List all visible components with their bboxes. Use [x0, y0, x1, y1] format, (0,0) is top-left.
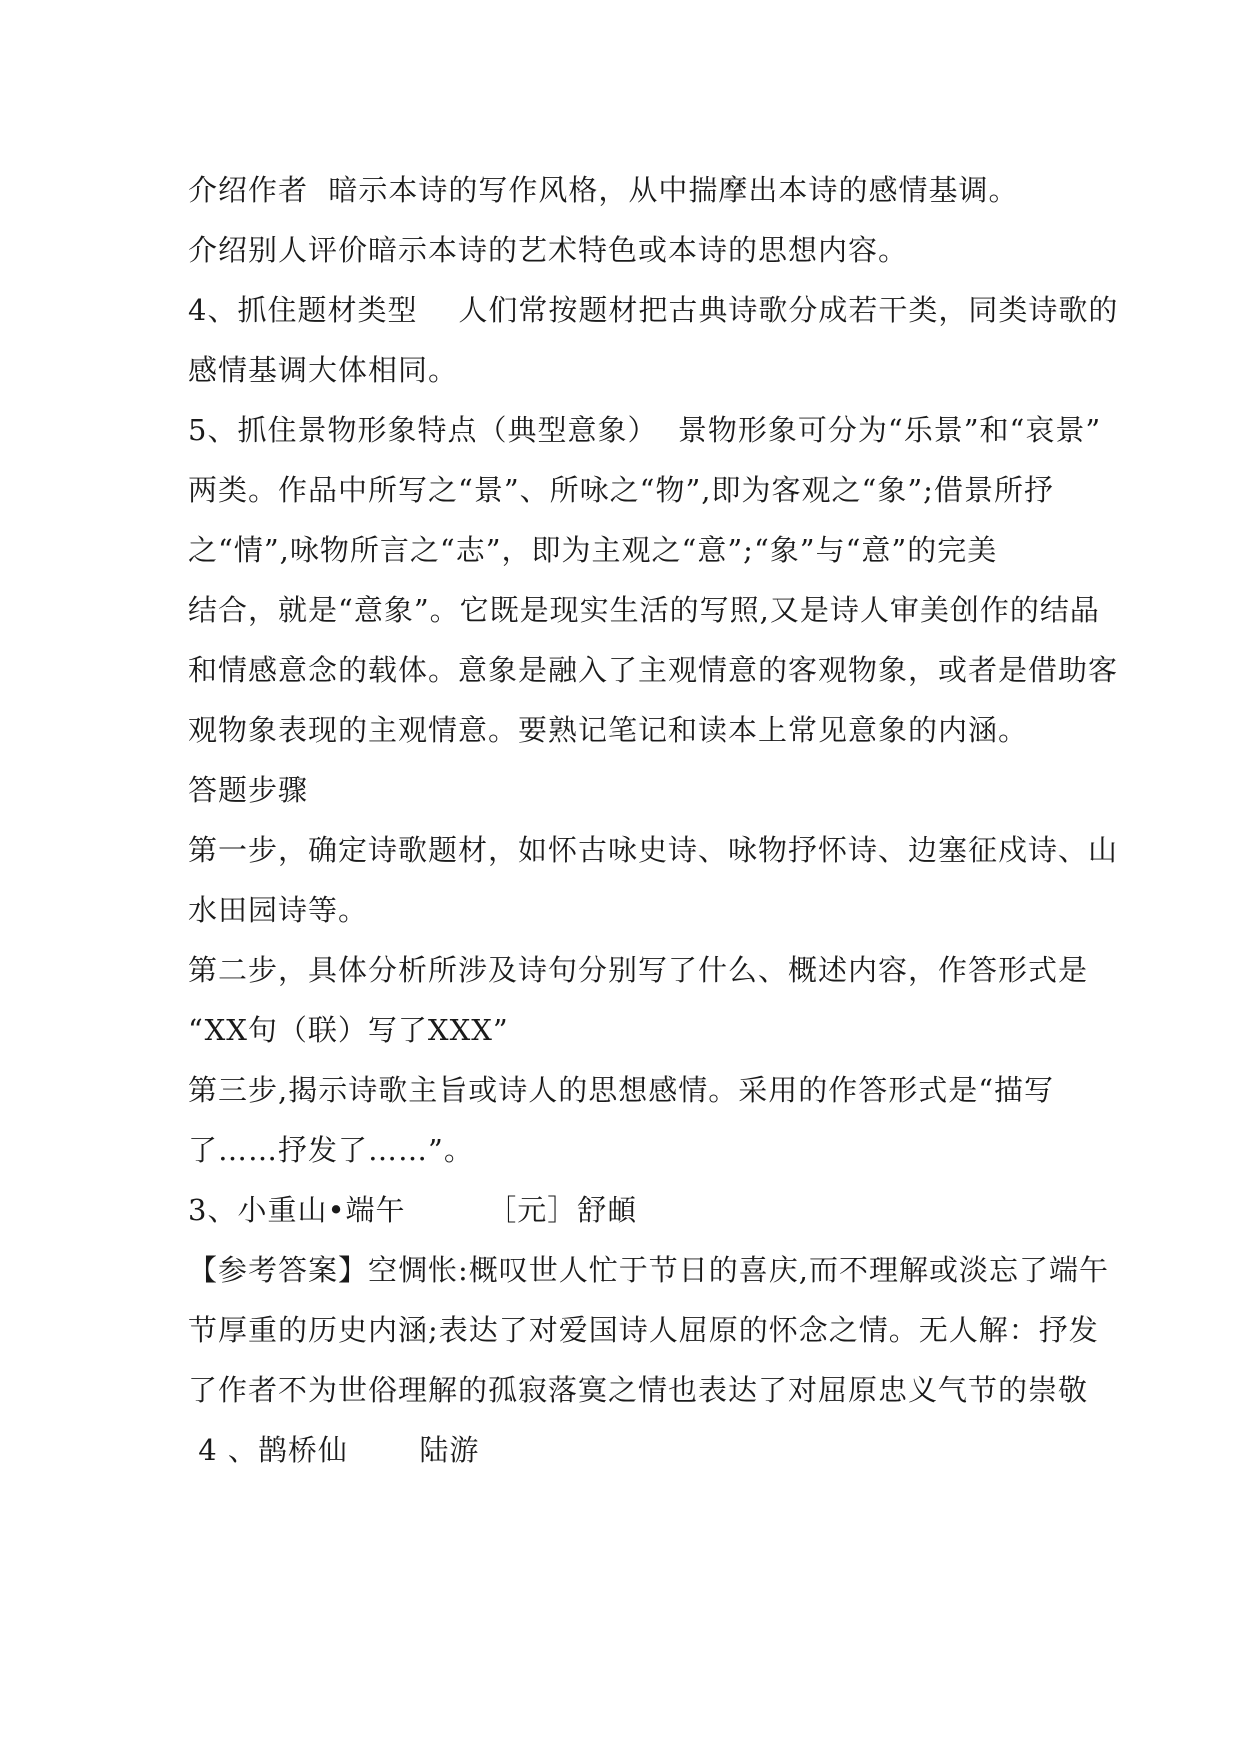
- text-line: 第一步，确定诗歌题材，如怀古咏史诗、咏物抒怀诗、边塞征戍诗、山: [188, 833, 1119, 867]
- text-line: 感情基调大体相同。: [188, 353, 459, 387]
- poem-title: 4 、鹊桥仙 陆游: [188, 1433, 480, 1467]
- text-line: 介绍作者 暗示本诗的写作风格，从中揣摩出本诗的感情基调。: [188, 173, 1019, 207]
- text-line: 了……抒发了……”。: [188, 1133, 474, 1167]
- text-line: 和情感意念的载体。意象是融入了主观情意的客观物象，或者是借助客: [188, 653, 1119, 687]
- text-line: 水田园诗等。: [188, 893, 369, 927]
- text-line: 介绍别人评价暗示本诗的艺术特色或本诗的思想内容。: [188, 233, 909, 267]
- answer-text: 节厚重的历史内涵;表达了对爱国诗人屈原的怀念之情。无人解：抒发: [188, 1313, 1099, 1347]
- text-line: 第三步,揭示诗歌主旨或诗人的思想感情。采用的作答形式是“描写: [188, 1073, 1055, 1107]
- poem-title: 3、小重山•端午 ［元］舒頔: [188, 1193, 638, 1227]
- answer-text: 【参考答案】空惆怅:概叹世人忙于节日的喜庆,而不理解或淡忘了端午: [188, 1253, 1109, 1287]
- text-line: “XX句（联）写了XXX”: [188, 1013, 509, 1047]
- section-heading: 答题步骤: [188, 773, 309, 807]
- answer-text: 了作者不为世俗理解的孤寂落寞之情也表达了对屈原忠义气节的崇敬: [188, 1373, 1089, 1407]
- text-line: 4、抓住题材类型 人们常按题材把古典诗歌分成若干类，同类诗歌的: [188, 293, 1119, 327]
- text-line: 第二步，具体分析所涉及诗句分别写了什么、概述内容，作答形式是: [188, 953, 1089, 987]
- text-line: 之“情”,咏物所言之“志”，即为主观之“意”;“象”与“意”的完美: [188, 533, 998, 567]
- text-line: 结合，就是“意象”。它既是现实生活的写照,又是诗人审美创作的结晶: [188, 593, 1100, 627]
- text-line: 两类。作品中所写之“景”、所咏之“物”,即为客观之“象”;借景所抒: [188, 473, 1054, 507]
- text-line: 5、抓住景物形象特点（典型意象） 景物形象可分为“乐景”和“哀景”: [188, 413, 1102, 447]
- document-body: [188, 160, 1119, 1480]
- text-line: 观物象表现的主观情意。要熟记笔记和读本上常见意象的内涵。: [188, 713, 1029, 747]
